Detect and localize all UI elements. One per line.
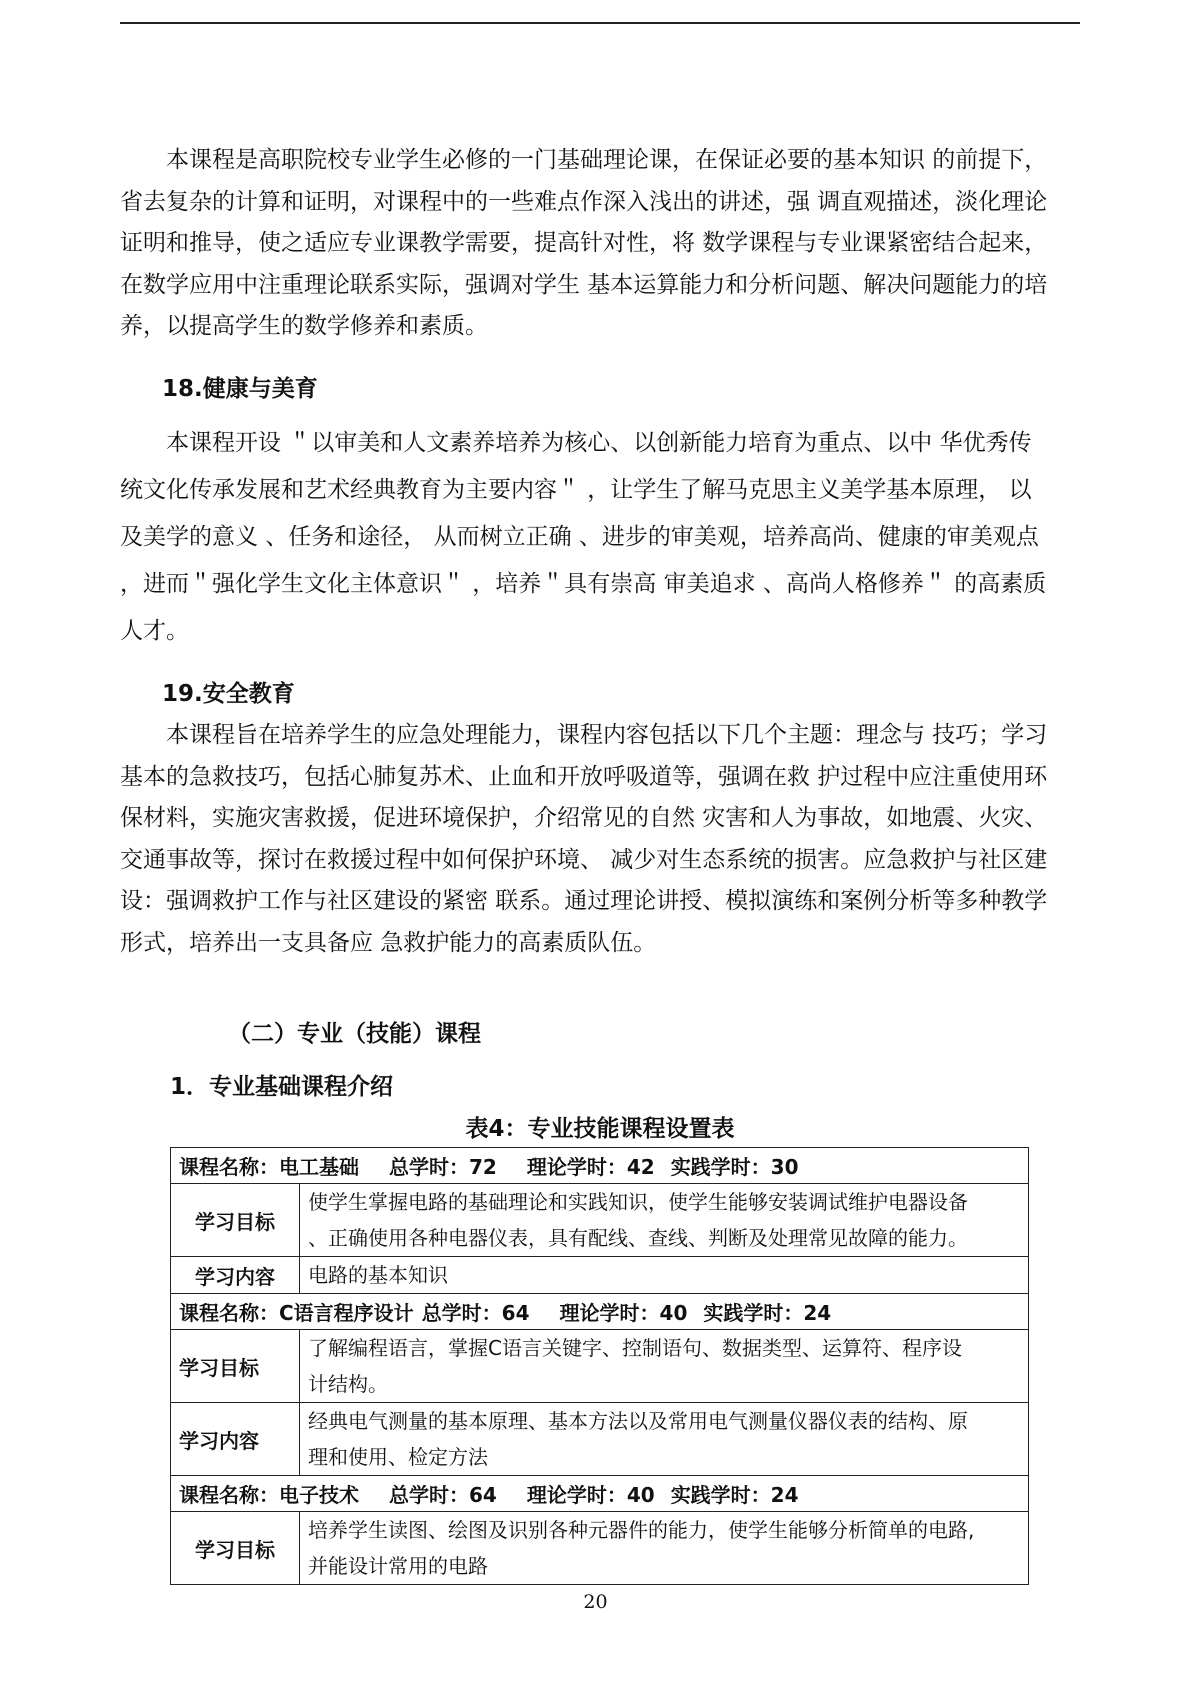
course-name: 课程名称：C语言程序设计 (179, 1301, 414, 1325)
course-total-hours: 总学时：64 (421, 1301, 530, 1325)
course-theory-hours: 理论学时：42 (526, 1155, 655, 1179)
course-header (171, 1294, 1029, 1330)
course-practice-hours: 实践学时：24 (670, 1483, 799, 1507)
text-line: 设：强调救护工作与社区建设的紧密 联系。通过理论讲授、模拟演练和案例分析等多种教学 (120, 888, 1048, 914)
text-line: 证明和推导，使之适应专业课教学需要，提高针对性，将 数学课程与专业课紧密结合起来， (120, 230, 1048, 256)
text-line: 计结构。 (308, 1372, 388, 1396)
course-table (170, 1147, 1029, 1585)
course-theory-hours: 理论学时：40 (559, 1301, 688, 1325)
table-row (171, 1184, 1029, 1257)
course-total-hours: 总学时：72 (389, 1155, 497, 1179)
goal-label: 学习目标 (171, 1512, 300, 1585)
course-header (171, 1148, 1029, 1184)
text-line: 使学生掌握电路的基础理论和实践知识，使学生能够安装调试维护电器设备 (308, 1190, 968, 1214)
page-number: 20 (583, 1591, 608, 1613)
text-line: 及美学的意义 、任务和途径， 从而树立正确 、进步的审美观，培养高尚、健康的审美观点 (120, 524, 1039, 550)
heading-safety-education: 19.安全教育 (162, 681, 295, 707)
course-practice-hours: 实践学时：30 (670, 1155, 799, 1179)
course-practice-hours: 实践学时：24 (703, 1301, 832, 1325)
text-line: 本课程是高职院校专业学生必修的一门基础理论课，在保证必要的基本知识 的前提下， (120, 147, 1048, 173)
heading-foundation-courses: 1．专业基础课程介绍 (170, 1074, 394, 1100)
table-row (171, 1330, 1029, 1403)
text-line: 基本的急救技巧，包括心肺复苏术、止血和开放呼吸道等，强调在救 护过程中应注重使用环 (120, 763, 1048, 790)
text-line: 保材料，实施灾害救援，促进环境保护，介绍常见的自然 灾害和人为事故，如地震、火灾、 (120, 805, 1048, 831)
table-title: 表4：专业技能课程设置表 (465, 1116, 735, 1142)
text-line: 、正确使用各种电器仪表，具有配线、查线、判断及处理常见故障的能力。 (308, 1226, 968, 1250)
text-line: 了解编程语言，掌握C语言关键字、控制语句、数据类型、运算符、程序设 (308, 1336, 962, 1360)
course-theory-hours: 理论学时：40 (526, 1483, 655, 1507)
text-line: ，进而＂强化学生文化主体意识＂ ，培养＂具有崇高 审美追求 、高尚人格修养＂ 的高素质 (120, 571, 1047, 597)
text-line: 在数学应用中注重理论联系实际，强调对学生 基本运算能力和分析问题、解决问题能力的培 (120, 271, 1048, 298)
text-line: 交通事故等，探讨在救援过程中如何保护环境、 减少对生态系统的损害。应急救护与社区建 (120, 846, 1048, 873)
learning-content (300, 1403, 1029, 1476)
text-line: 经典电气测量的基本原理、基本方法以及常用电气测量仪器仪表的结构、原 (308, 1409, 968, 1433)
text-line: 养，以提高学生的数学修养和素质。 (120, 313, 488, 339)
content-label: 学习内容 (171, 1403, 300, 1476)
text-line: 人才。 (120, 618, 189, 644)
table-row (171, 1148, 1029, 1184)
table-row (171, 1512, 1029, 1585)
learning-content: 电路的基本知识 (300, 1257, 1029, 1294)
table-row (171, 1257, 1029, 1294)
course-total-hours: 总学时：64 (389, 1483, 497, 1507)
content-label: 学习内容 (171, 1257, 300, 1294)
paragraph-aesthetic (120, 420, 1080, 655)
goal-label: 学习目标 (171, 1184, 300, 1257)
heading-health-aesthetic: 18.健康与美育 (162, 376, 318, 402)
goal-content (300, 1184, 1029, 1257)
text-line: 本课程开设 ＂以审美和人文素养培养为核心、以创新能力培育为重点、以中 华优秀传 (120, 430, 1032, 456)
course-name: 课程名称：电工基础 (179, 1155, 359, 1179)
paragraph-math-course (120, 140, 1080, 348)
goal-label: 学习目标 (171, 1330, 300, 1403)
table-row (171, 1476, 1029, 1512)
heading-professional-courses: （二）专业（技能）课程 (228, 1021, 481, 1047)
goal-content (300, 1330, 1029, 1403)
text-line: 理和使用、检定方法 (308, 1445, 488, 1469)
text-line: 本课程旨在培养学生的应急处理能力，课程内容包括以下几个主题：理念与 技巧；学习 (120, 722, 1048, 748)
paragraph-safety (120, 715, 1080, 964)
header-rule (120, 22, 1080, 24)
course-header (171, 1476, 1029, 1512)
text-line: 统文化传承发展和艺术经典教育为主要内容＂ ，让学生了解马克思主义美学基本原理， 以 (120, 477, 1032, 503)
text-line: 培养学生读图、绘图及识别各种元器件的能力，使学生能够分析简单的电路, (308, 1518, 975, 1542)
text-line: 并能设计常用的电路 (308, 1554, 488, 1578)
table-row (171, 1294, 1029, 1330)
table-row (171, 1403, 1029, 1476)
course-name: 课程名称：电子技术 (179, 1483, 359, 1507)
text-line: 省去复杂的计算和证明，对课程中的一些难点作深入浅出的讲述，强 调直观描述，淡化理论 (120, 188, 1048, 215)
goal-content (300, 1512, 1029, 1585)
text-line: 形式，培养出一支具备应 急救护能力的高素质队伍。 (120, 929, 657, 956)
